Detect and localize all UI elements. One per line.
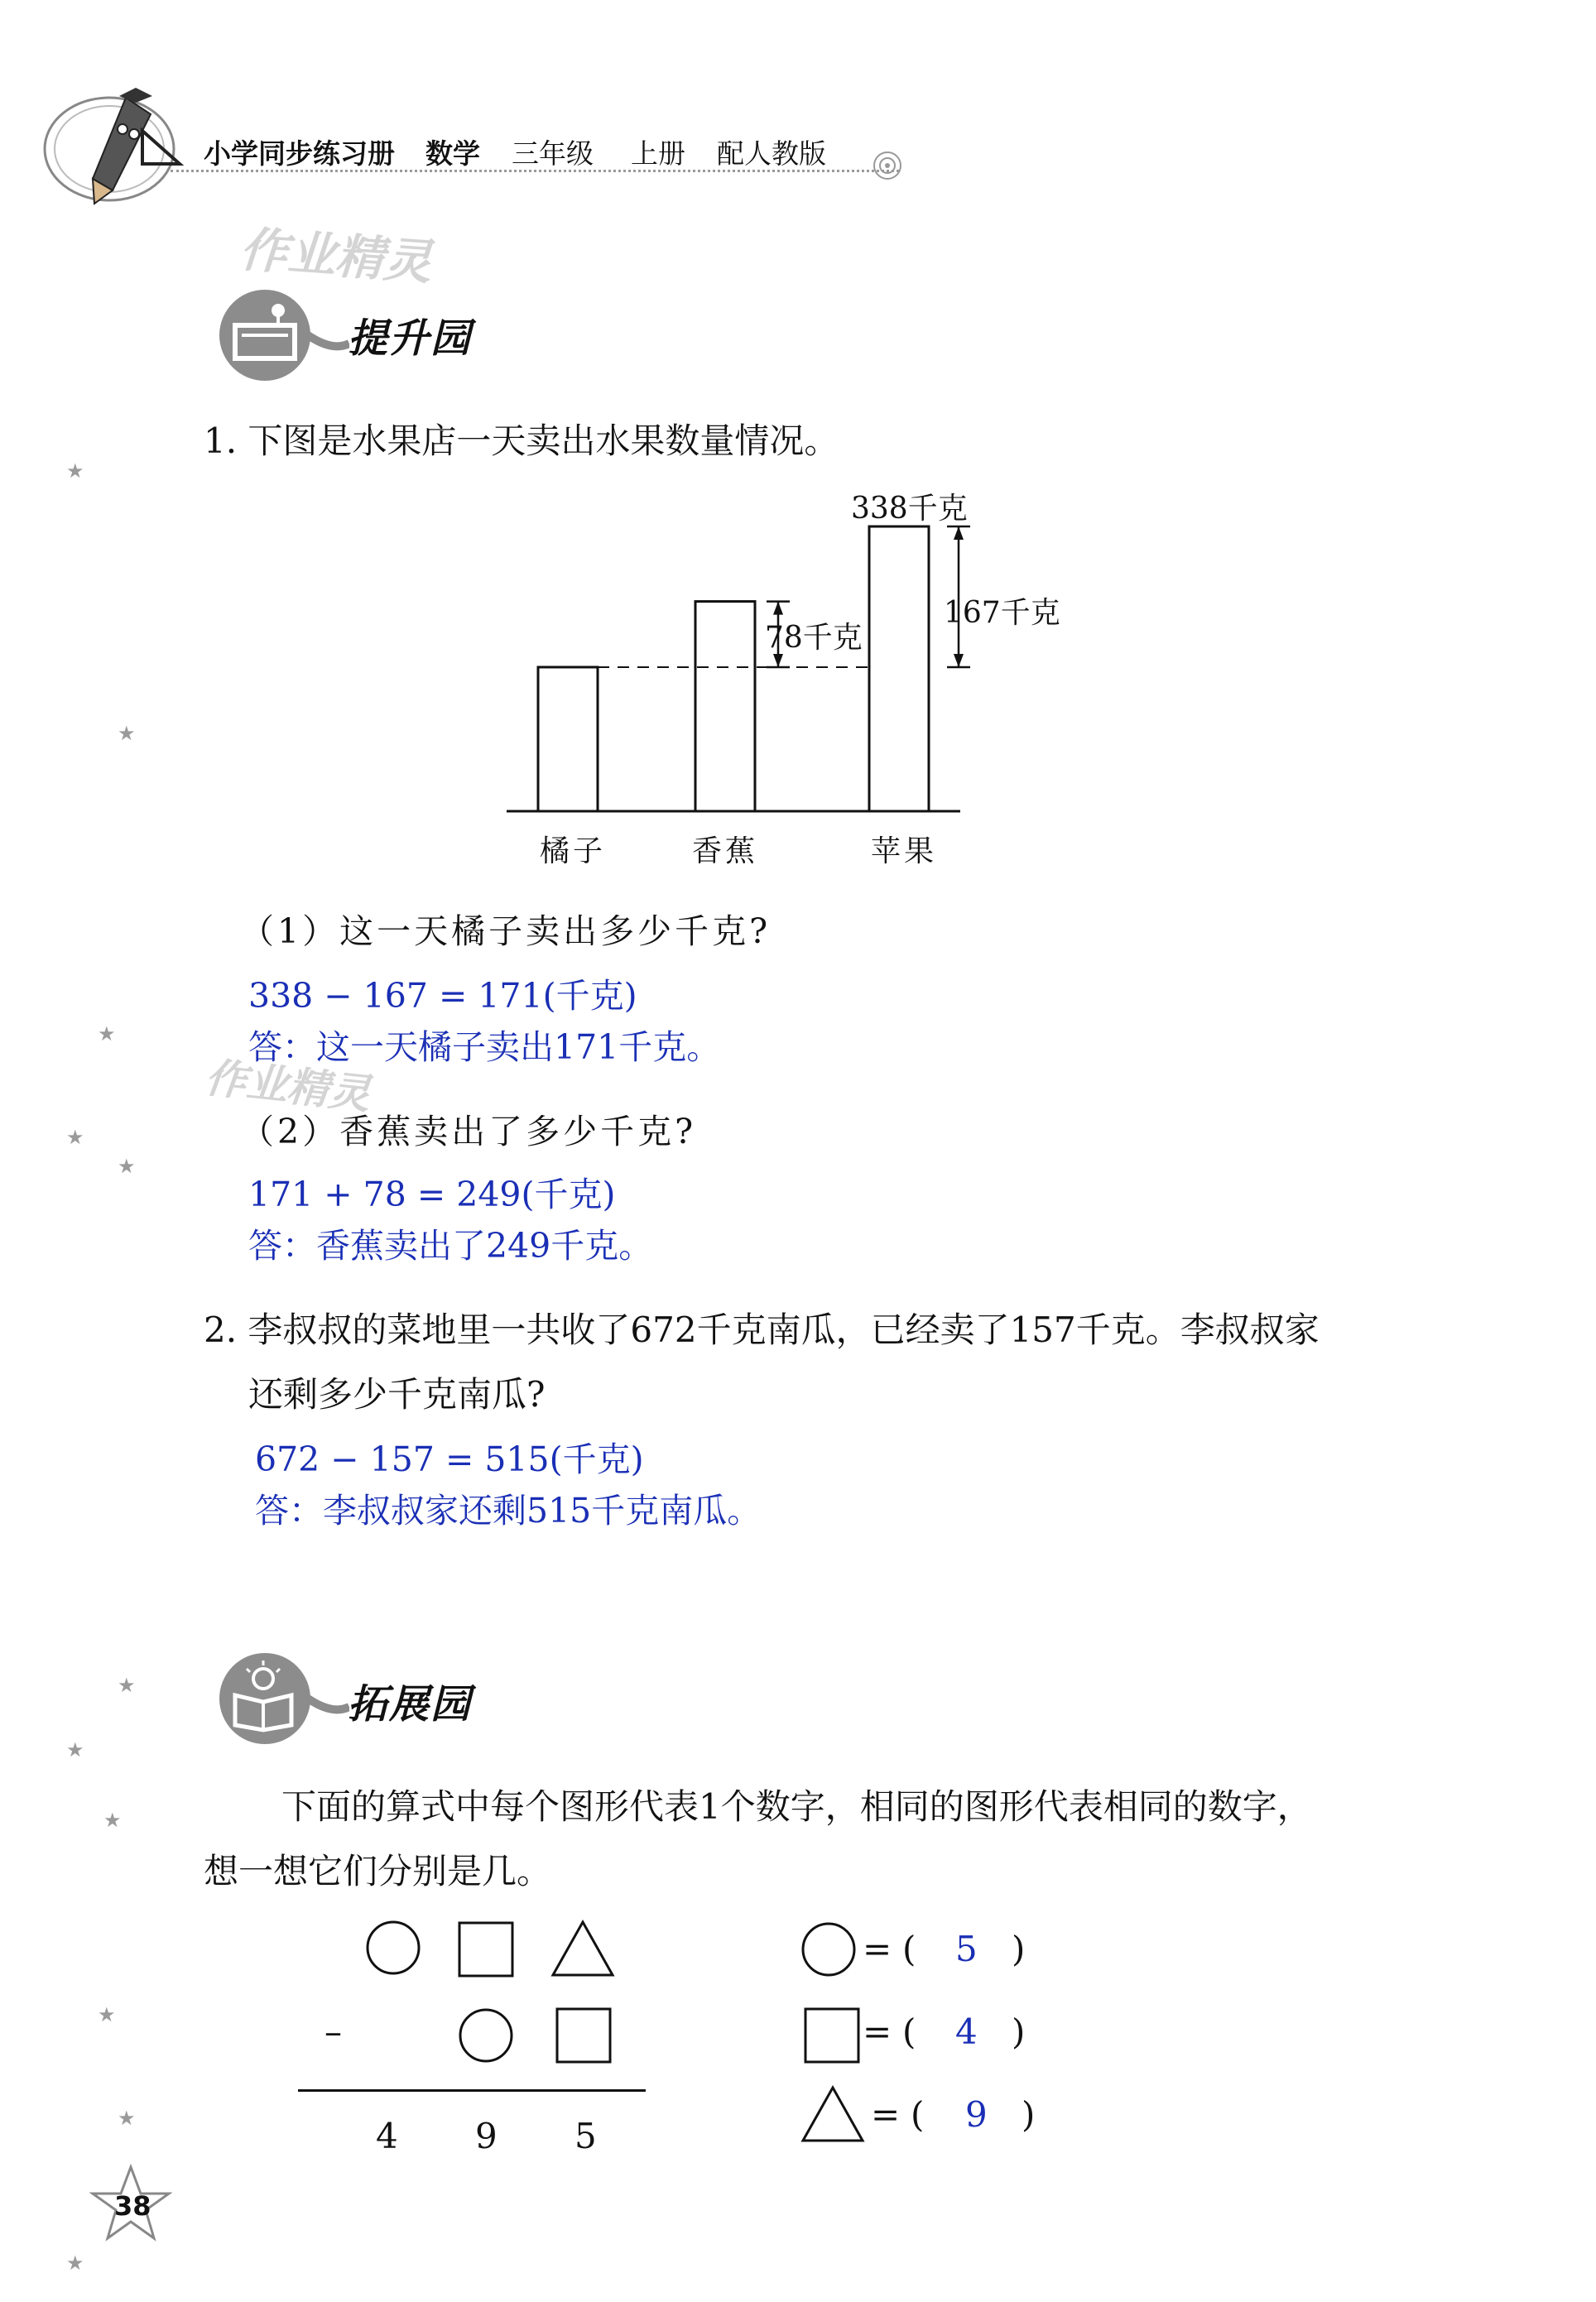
minus-sign: –	[324, 2011, 342, 2052]
subtraction-line	[298, 2089, 646, 2092]
triangle-shape-icon	[550, 1919, 616, 1982]
page-number: 38	[114, 2190, 151, 2222]
header-book-title: 小学同步练习册	[204, 137, 395, 170]
circle-shape-icon	[457, 2006, 515, 2068]
section-badge-bulb-icon	[217, 1649, 315, 1747]
answer-circle-paren-open: (	[902, 1929, 916, 1969]
question-2-answer: 答：李叔叔家还剩515千克南瓜。	[255, 1491, 762, 1531]
answer-triangle-icon	[800, 2084, 866, 2149]
answer-circle-value: 5	[955, 1929, 978, 1969]
puzzle-instruction-line-1: 下面的算式中每个图形代表1个数字，相同的图形代表相同的数字，	[281, 1786, 1312, 1827]
fruit-bar-chart	[497, 480, 1093, 877]
answer-triangle-paren-open: (	[911, 2094, 925, 2135]
banana-diff-label: 78千克	[765, 621, 863, 655]
answer-triangle-paren-close: )	[1022, 2094, 1036, 2135]
question-2-line-2: 还剩多少千克南瓜?	[248, 1374, 546, 1415]
header-subject: 数学	[425, 137, 480, 170]
question-2-line-1: 2. 李叔叔的菜地里一共收了672千克南瓜，已经卖了157千克。李叔叔家	[204, 1310, 1320, 1350]
answer-square-value: 4	[955, 2011, 978, 2052]
bar-banana	[695, 602, 755, 811]
answer-square-icon	[803, 2006, 861, 2068]
star-icon: ★	[118, 1674, 136, 1697]
sub-answer-2-equation: 171 + 78 = 249(千克)	[248, 1175, 616, 1214]
category-label-orange: 橘子	[540, 834, 607, 868]
watermark-top: 作业精灵	[238, 220, 434, 291]
header-edition: 配人教版	[717, 137, 826, 170]
star-icon: ★	[66, 2252, 84, 2275]
answer-circle-paren-close: )	[1012, 1929, 1026, 1969]
header-grade: 三年级	[512, 137, 594, 170]
result-digit-ones: 5	[574, 2116, 597, 2156]
answer-triangle-value: 9	[965, 2094, 988, 2135]
answer-circle-eq: =	[863, 1929, 892, 1969]
bar-orange	[538, 667, 598, 811]
header-swirl-icon	[871, 149, 904, 185]
section-badge-icon	[217, 286, 315, 383]
sub-question-2: （2）香蕉卖出了多少千克?	[240, 1112, 697, 1151]
header-mascot-icon	[43, 81, 184, 205]
result-digit-tens: 9	[475, 2116, 498, 2156]
apple-diff-label: 167千克	[944, 596, 1060, 630]
section-title-tisheng: 提升园	[348, 315, 473, 362]
category-label-apple: 苹果	[871, 834, 938, 868]
result-digit-hundreds: 4	[376, 2116, 398, 2156]
star-icon: ★	[118, 2107, 136, 2130]
sub-question-1: （1）这一天橘子卖出多少千克?	[240, 911, 772, 951]
circle-shape-icon	[364, 1919, 422, 1980]
star-icon: ★	[98, 1022, 116, 1045]
bar-apple	[869, 526, 929, 811]
star-icon: ★	[103, 1809, 122, 1832]
question-1-text: 1. 下图是水果店一天卖出水果数量情况。	[204, 421, 839, 461]
section-title-tuozhan: 拓展园	[348, 1681, 473, 1728]
sub-answer-1-equation: 338 − 167 = 171(千克)	[248, 976, 637, 1016]
header-term: 上册	[631, 137, 685, 170]
star-icon: ★	[98, 2003, 116, 2026]
star-icon: ★	[66, 1738, 84, 1761]
sub-answer-1-text: 答：这一天橘子卖出171千克。	[248, 1027, 721, 1067]
sub-answer-2-text: 答：香蕉卖出了249千克。	[248, 1226, 653, 1266]
square-shape-icon	[457, 1920, 515, 1982]
answer-square-paren-open: (	[902, 2011, 916, 2052]
answer-square-paren-close: )	[1012, 2011, 1026, 2052]
answer-triangle-eq: =	[871, 2094, 901, 2135]
answer-square-eq: =	[863, 2011, 892, 2052]
question-2-equation: 672 − 157 = 515(千克)	[255, 1439, 644, 1479]
category-label-banana: 香蕉	[692, 834, 759, 868]
star-icon: ★	[66, 1126, 84, 1149]
answer-circle-icon	[800, 1920, 858, 1982]
square-shape-icon	[555, 2006, 613, 2068]
star-icon: ★	[118, 1155, 136, 1178]
fruit-bar-chart-svg	[497, 480, 1093, 877]
watermark-middle: 作业精灵	[203, 1053, 373, 1119]
puzzle-instruction-line-2: 想一想它们分别是几。	[204, 1851, 552, 1891]
apple-total-label: 338千克	[851, 492, 968, 526]
star-icon: ★	[118, 722, 136, 745]
star-icon: ★	[66, 459, 84, 483]
